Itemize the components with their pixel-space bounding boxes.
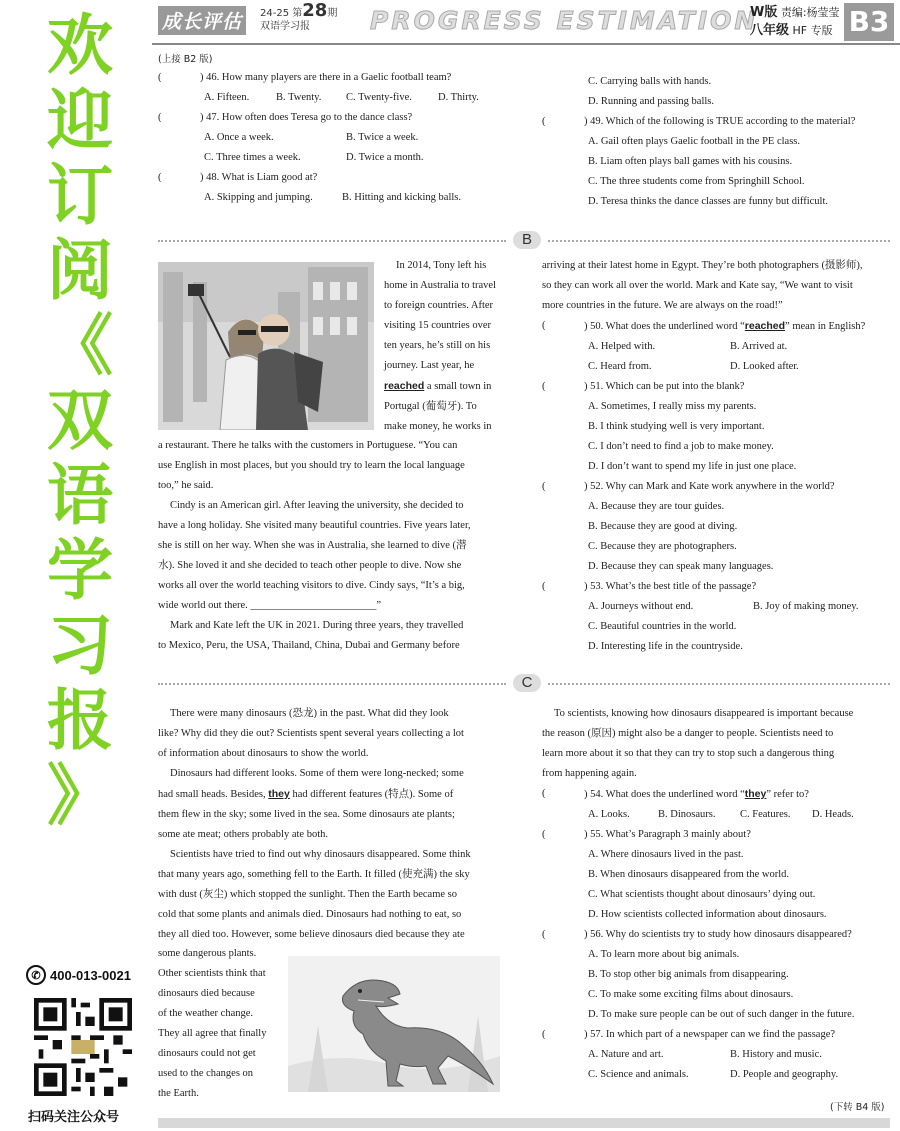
dinosaur-image	[288, 956, 500, 1092]
banner-char: 《	[47, 307, 113, 384]
options-47b: C. Three times a week. D. Twice a month.	[204, 152, 424, 163]
phone-icon: ✆	[26, 965, 46, 985]
question-53: ( ) 53. What’s the best title of the passage?	[542, 581, 757, 592]
banner-char: 迎	[47, 82, 113, 159]
question-56: ( ) 56. Why do scientists try to study how dinosaurs disappeared?	[542, 929, 852, 940]
phone-number: ✆ 400-013-0021	[26, 965, 131, 985]
question-47: ( ) 47. How often does Teresa go to the dance class?	[158, 112, 413, 123]
question-49: ( ) 49. Which of the following is TRUE according to the material?	[542, 116, 856, 127]
question-52: ( ) 52. Why can Mark and Kate work anywhere in the world?	[542, 481, 835, 492]
continued-to: (下转 B4 版)	[830, 1102, 885, 1113]
qr-code-icon[interactable]	[34, 998, 132, 1096]
banner-char: 学	[47, 532, 113, 609]
passage-c: There were many dinosaurs (恐龙) in the past. What did they look like? Why did they die out? Scientists spent several years collecting a lot of information about dinosaurs to show the world. Dinosaurs had different looks. Some of them were long-necked; some had small heads. Besides, they had different features (特点). Some of them flew in the sky; some lived in the sea. Some dinosaurs ate plants; some ate meat; others probably ate both. Scientists have tried to find out why dinosaurs disappeared. Some think that many years ago, something fell to the Earth. It filled (使充满) the sky with dust (灰尘) which stopped the sunlight. Then the Earth became so cold that some plants and animals died. Dinosaurs had nothing to eat, so they all died too. However, some believe dinosaurs died because they ate	[158, 708, 471, 940]
banner-char: 语	[47, 457, 113, 534]
section-c-right: To scientists, knowing how dinosaurs disappeared is important because the reason (原因) might also be a danger to people. Scientists need to learn more about it so that they can try to stop such a dangerous thing from happening again. ( ) 54. What does the underlined word “they” refer to? A. Looks. B. Dinosaurs. C. Features. D. Heads. ( ) 55. What’s Paragraph 3 mainly about? A. Where dinosaurs lived in the past. B. When dinosaurs disappeared from the world. C. What scientists thought about dinosaurs’ dying out. D. How scientists collected information about dinosaurs. ( ) 56. Why do scientists try to study how dinosaurs disappeared? A. To learn more about big animals. B. To stop other big animals from disappearing. C. To make some exciting films about dinosaurs. D. To make sure people can be out of such danger in the future. ( ) 57. In which part of a newspaper can we find the passage? A. Nature and art. B. History and music. C. Science and animals. D. People and geography.	[542, 704, 892, 1085]
page-header	[152, 0, 900, 44]
continued-from: (上接 B2 版)	[158, 54, 213, 65]
edition-info: W版 责编:杨莹莹 八年级 HF 专版	[750, 5, 840, 38]
banner-char: 双	[47, 382, 113, 459]
sidebar	[0, 0, 150, 1131]
subscribe-banner	[32, 8, 128, 833]
travelers-photo	[158, 262, 374, 430]
section-a-right: C. Carrying balls with hands. D. Running and passing balls. ( ) 49. Which of the following is TRUE according to the material? A. Gail often plays Gaelic football in the PE class. B. Liam often plays ball games with his cousins. C. The three students come from Springhill School. D. Teresa thinks the dance classes are funny but difficult.	[542, 72, 892, 212]
options-47a: A. Once a week. B. Twice a week.	[204, 132, 419, 143]
section-a-left	[158, 52, 518, 208]
passage-b-full: a restaurant. There he talks with the customers in Portuguese. “You can use English in most places, but you should try to learn the local language too,” he said. Cindy is an American girl. After leaving the university, she decided to have a long holiday. She visited many beautiful countries. Five years later, she is still on her way. When she was in Australia, she learned to dive (潜 水). She loved it and she decided to teach other people to dive. Now she works all over the world teaching visitors to dive. Cindy says, “It’s a big, wide world out there. ________________________” Mark and Kate left the UK in 2021. During three years, they travelled to Mexico, Peru, the USA, Thailand, China, Dubai and Germany before	[158, 440, 471, 651]
question-54: ( ) 54. What does the underlined word “they” refer to?	[542, 788, 809, 800]
options-46: A. Fifteen. B. Twenty. C. Twenty-five. D. Thirty.	[204, 92, 479, 103]
section-b-right: arriving at their latest home in Egypt. They’re both photographers (摄影师), so they can work all over the world. Mark and Kate say, “We want to visit more countries in the future. We are always on the road!” ( ) 50. What does the underlined word “reached” mean in English? A. Helped with. B. Arrived at. C. Heard from. D. Looked after. ( ) 51. Which can be put into the blank? A. Sometimes, I really miss my parents. B. I think studying well is very important. C. I don’t need to find a job to make money. D. I don’t want to spend my life in just one place. ( ) 52. Why can Mark and Kate work anywhere in the world? A. Because they are tour guides. B. Because they are good at diving. C. Because they are photographers. D. Because they can speak many languages. ( ) 53. What’s the best title of the passage? A. Journeys without end. B. Joy of making money. C. Beautiful countries in the world. D. Interesting life in the countryside.	[542, 256, 892, 657]
question-55: ( ) 55. What’s Paragraph 3 mainly about?	[542, 829, 751, 840]
header-rule	[152, 43, 900, 45]
options-48a: A. Skipping and jumping. B. Hitting and kicking balls.	[204, 192, 461, 203]
banner-char: 》	[47, 757, 113, 834]
question-50: ( ) 50. What does the underlined word “reached” mean in English?	[542, 320, 866, 332]
footer-bar	[158, 1118, 890, 1128]
question-51: ( ) 51. Which can be put into the blank?	[542, 381, 745, 392]
underlined-reached: reached	[384, 380, 425, 392]
banner-char: 习	[47, 607, 113, 684]
question-48: ( ) 48. What is Liam good at?	[158, 172, 318, 183]
banner-char: 报	[47, 682, 113, 759]
newspaper-logo: 成长评估	[158, 6, 246, 35]
issue-info: 24-25 第28期 双语学习报	[260, 0, 338, 32]
qr-caption: 扫码关注公众号	[28, 1110, 120, 1125]
passage-c-narrow: some dangerous plants. Other scientists think that dinosaurs died because of the weather change. They all agree that finally dinosaurs could not get used to the changes on the Earth.	[158, 948, 267, 1099]
section-b-divider: B	[158, 234, 890, 248]
question-46: ( ) 46. How many players are there in a Gaelic football team?	[158, 72, 452, 83]
banner-char: 欢	[47, 7, 113, 84]
section-title: PROGRESS ESTIMATION	[370, 6, 759, 35]
passage-b-narrow: In 2014, Tony left his home in Australia to travel to foreign countries. After visiting 15 countries over ten years, he’s still on his journey. Last year, he reached a small town in Portugal (葡萄牙). To make money, he works in	[384, 260, 496, 432]
page-tag: B3	[844, 3, 894, 41]
banner-char: 订	[47, 157, 113, 234]
section-c-divider: C	[158, 677, 890, 691]
underlined-they: they	[268, 788, 290, 800]
banner-char: 阅	[47, 232, 113, 309]
question-57: ( ) 57. In which part of a newspaper can we find the passage?	[542, 1029, 836, 1040]
